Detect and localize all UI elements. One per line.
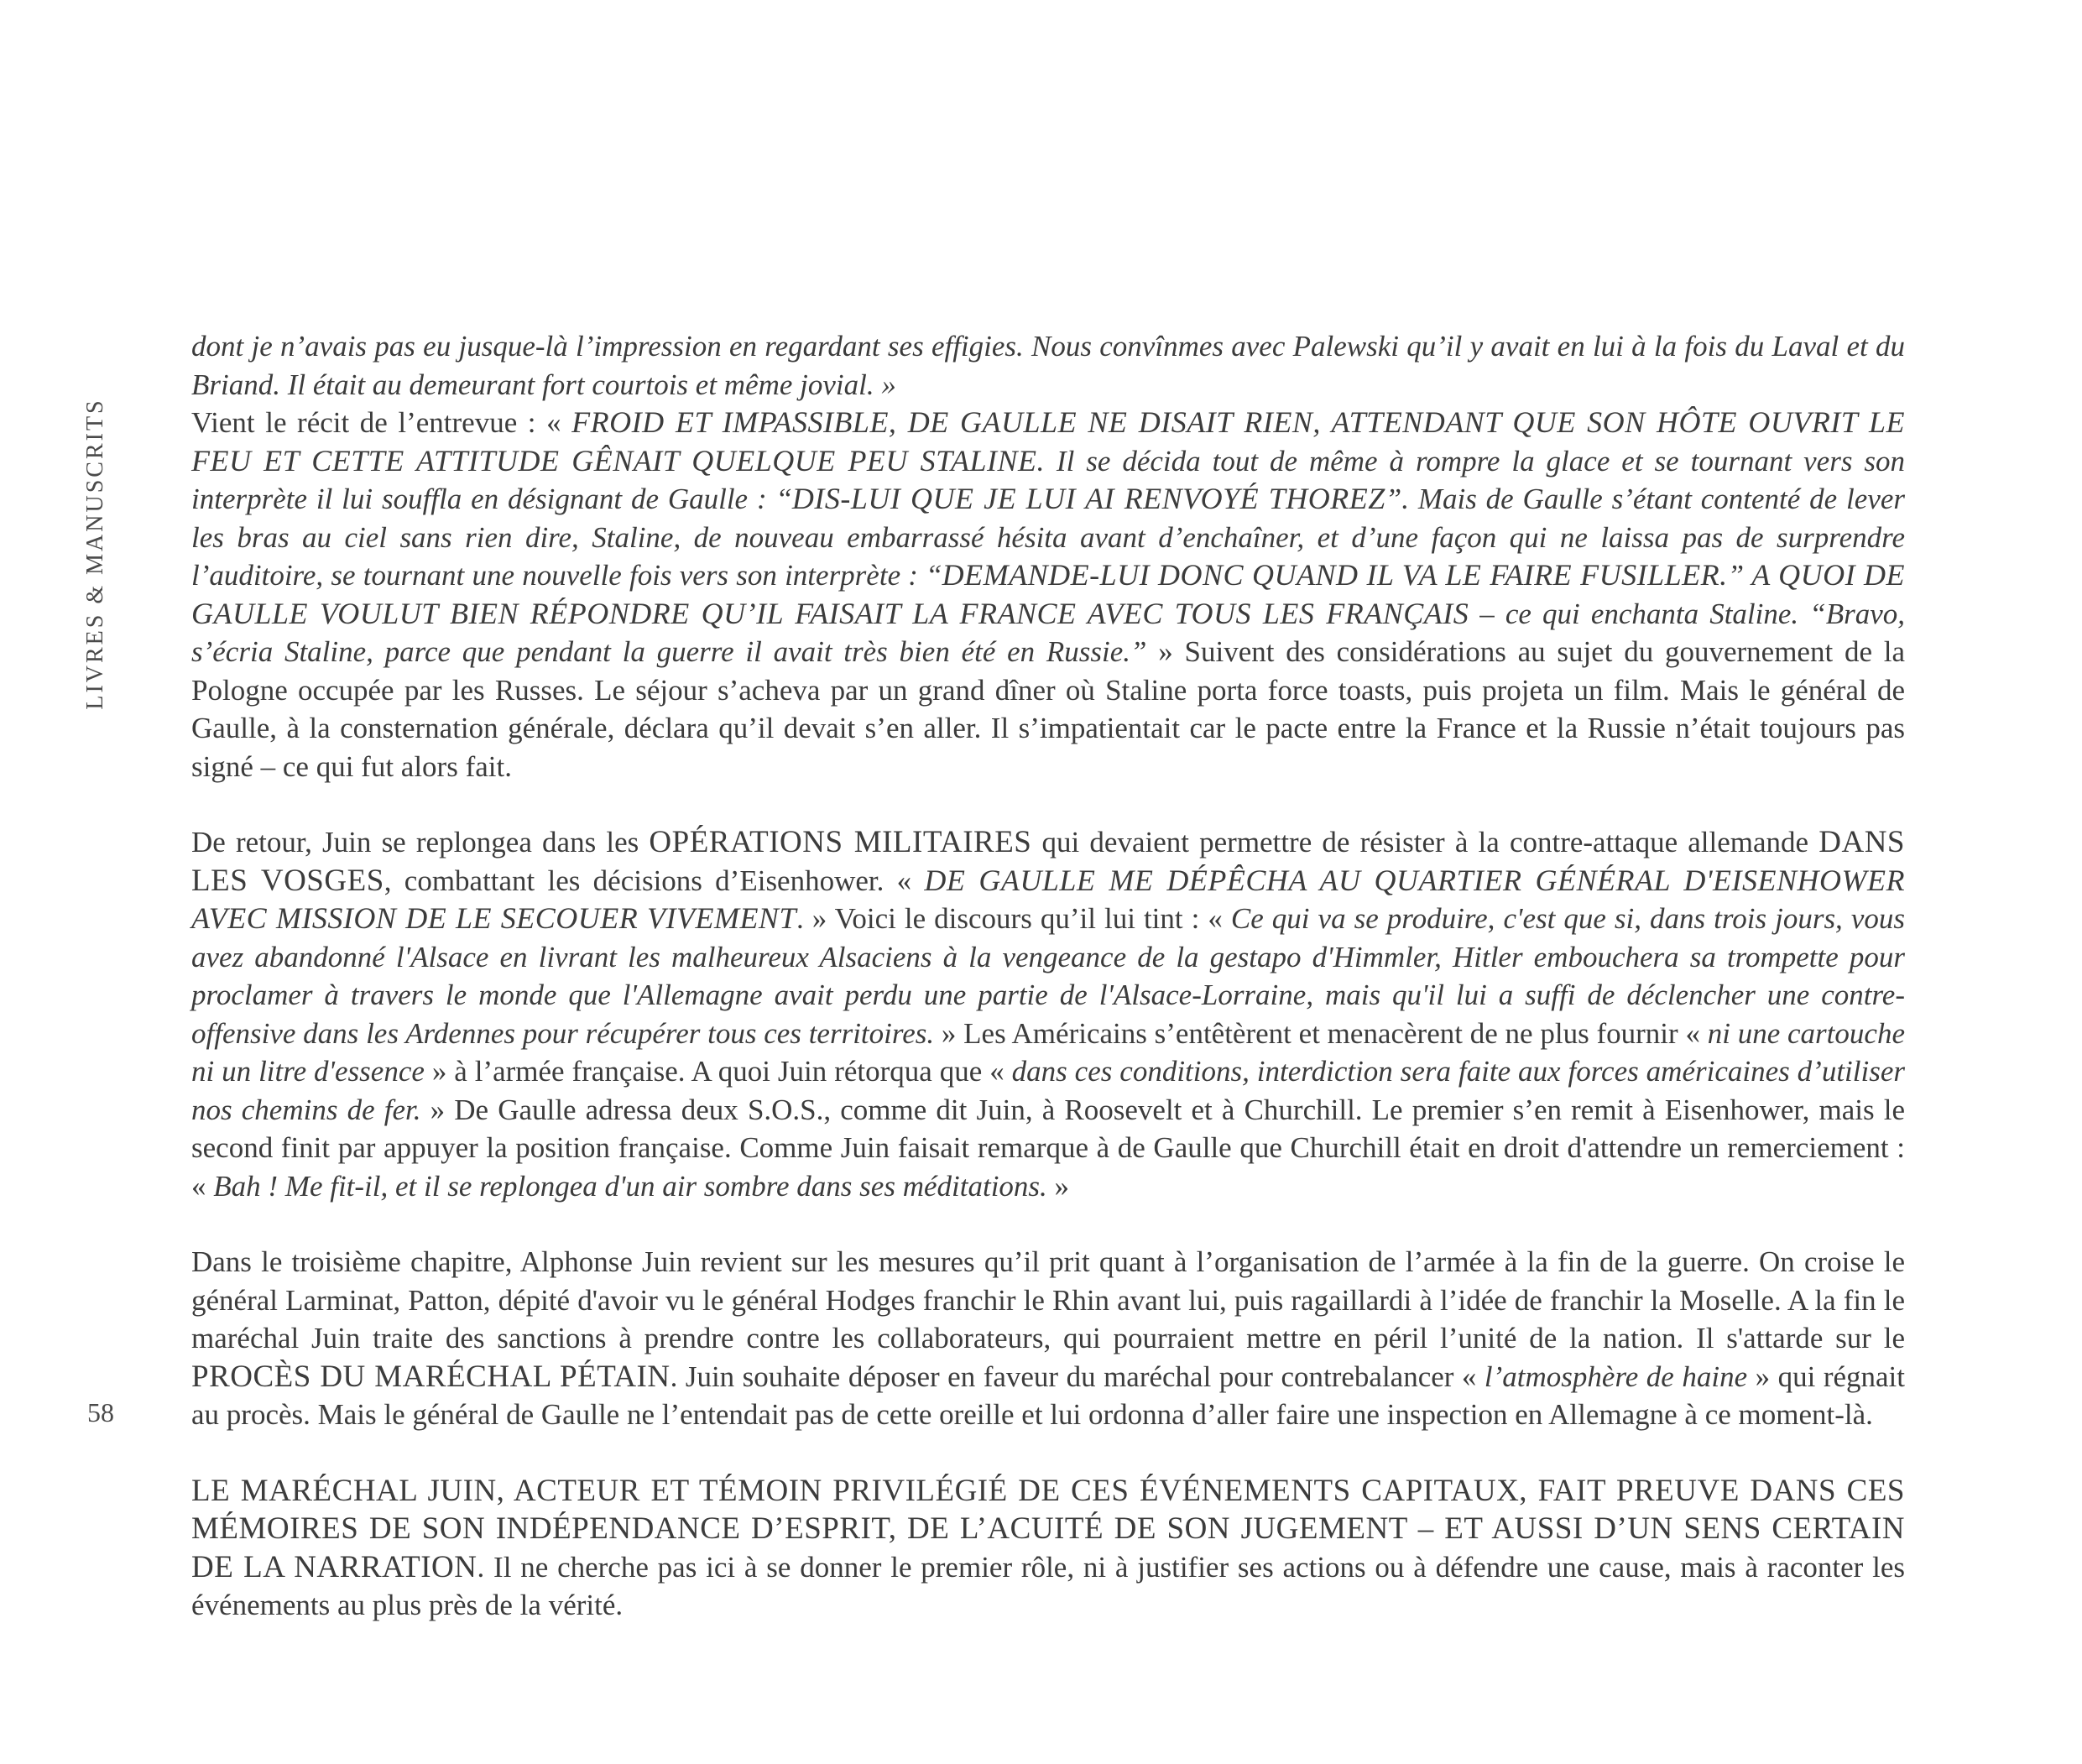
running-head: LIVRES & MANUSCRITS xyxy=(82,398,108,710)
text-run: . » Voici le discours qu’il lui tint : « xyxy=(796,902,1231,935)
quote-text: – ce qui enchanta Staline. “Bravo, s’écria Staline, parce que pendant la guerre il avait très bien été en Russie.” xyxy=(191,597,1905,668)
paragraph-3 xyxy=(191,823,1905,1205)
text-run: De retour, Juin se replongea dans les xyxy=(191,826,650,859)
quote-text: dont je n’avais pas eu jusque-là l’impression en regardant ses effigies. Nous convînmes avec Palewski qu’il y avait en lui à la fois du Laval et du Briand. Il était au demeurant fort courtois et même jovial. » xyxy=(191,330,1905,401)
text-run: Vient le récit de l’entrevue : « xyxy=(191,406,572,439)
quote-caps: FROID ET IMPASSIBLE, DE GAULLE NE DISAIT RIEN, ATTENDANT QUE SON HÔTE OUVRIT LE FEU ET CETTE ATTITUDE GÊNAIT QUELQUE PEU STALINE. xyxy=(191,405,1905,478)
quote-text: ” xyxy=(1727,559,1752,592)
quote-text: Ce qui va se produire, c'est que si, dans trois jours, vous avez abandonné l'Alsace en livrant les malheureux Alsaciens à la vengeance de la gestapo d'Himmler, Hitler embouchera sa trompette pour proclamer à travers le monde que l'Allemagne avait perdu une partie de l'Alsace-Lorraine, mais qu'il lui a suffi de déclencher une contre-offensive dans les Ardennes pour récupérer tous ces territoires. xyxy=(191,902,1905,1050)
text-run: » Suivent des considérations au sujet du gouvernement de la Pologne occupée par les Russes. Le séjour s’acheva par un grand dîner où Staline porta force toasts, puis projeta un film. Mais le général de Gaulle, à la consternation générale, déclara qu’il devait s’en aller. Il s’impatientait car le pacte entre la France et la Russie n’était toujours pas signé – ce qui fut alors fait. xyxy=(191,635,1905,783)
text-run: » xyxy=(1046,1169,1070,1203)
quote-text: Bah ! Me fit-il, et il se replongea d'un air sombre dans ses méditations. xyxy=(213,1169,1047,1203)
text-run: . Juin souhaite déposer en faveur du maréchal pour contrebalancer « xyxy=(670,1360,1485,1393)
quote-caps: DE GAULLE ME DÉPÊCHA AU QUARTIER GÉNÉRAL D'EISENHOWER AVEC MISSION DE LE SECOUER VIVEMENT xyxy=(191,863,1905,935)
quote-caps: A QUOI DE GAULLE VOULUT BIEN RÉPONDRE QU’IL FAISAIT LA FRANCE AVEC TOUS LES FRANÇAIS xyxy=(191,558,1905,630)
caps-text: OPÉRATIONS MILITAIRES xyxy=(649,825,1032,859)
quote-caps: DIS-LUI QUE JE LUI AI RENVOYÉ THOREZ xyxy=(791,482,1385,515)
quote-text: l’atmosphère de haine xyxy=(1484,1360,1748,1393)
article-body xyxy=(191,327,1905,1625)
text-run: qui devaient permettre de résister à la contre-attaque allemande xyxy=(1031,826,1819,859)
quote-text: ”. Mais de Gaulle s’étant contenté de lever les bras au ciel sans rien dire, Staline, de nouveau embarrassé hésita avant d’enchaîner, et d’une façon qui ne laissa pas de surprendre l’auditoire, se tournant une nouvelle fois vers son interprète : “ xyxy=(191,483,1906,592)
paragraph-4 xyxy=(191,1243,1905,1434)
text-run: » De Gaulle adressa deux S.O.S., comme dit Juin, à Roosevelt et à Churchill. Le premier s’en remit à Eisenhower, mais le second finit par appuyer la position française. Comme Juin faisait remarque à de Gaulle que Churchill était en droit d'attendre un remerciement : « xyxy=(191,1093,1905,1203)
page-number: 58 xyxy=(87,1397,114,1427)
text-run: » qui régnait au procès. Mais le général de Gaulle ne l’entendait pas de cette oreille et lui ordonna d’aller faire une inspection en Allemagne à ce moment-là. xyxy=(191,1360,1905,1431)
paragraph-1 xyxy=(191,327,1905,404)
quote-caps: DEMANDE-LUI DONC QUAND IL VA LE FAIRE FUSILLER. xyxy=(942,558,1728,592)
caps-text: DANS LES VOSGES xyxy=(191,825,1905,898)
text-run: . Il ne cherche pas ici à se donner le premier rôle, ni à justifier ses actions ou à défendre une cause, mais à raconter les événements au plus près de la vérité. xyxy=(191,1550,1905,1621)
text-run: » à l’armée française. A quoi Juin rétorqua que « xyxy=(424,1055,1012,1088)
caps-text: LE MARÉCHAL JUIN, ACTEUR ET TÉMOIN PRIVILÉGIÉ DE CES ÉVÉNEMENTS CAPITAUX, FAIT PREUVE DANS CES MÉMOIRES DE SON INDÉPENDANCE D’ESPRIT, DE L’ACUITÉ DE SON JUGEMENT – ET AUSSI D’UN SENS CERTAIN DE LA NARRATION xyxy=(191,1473,1905,1584)
text-run: Dans le troisième chapitre, Alphonse Juin revient sur les mesures qu’il prit quant à l’organisation de l’armée à la fin de la guerre. On croise le général Larminat, Patton, dépité d'avoir vu le général Hodges franchir le Rhin avant lui, puis ragaillardi à l’idée de franchir la Moselle. A la fin le maréchal Juin traite des sanctions à prendre contre les collaborateurs, qui pourraient mettre en péril l’unité de la nation. Il s'attarde sur le xyxy=(191,1245,1905,1354)
text-run: , combattant les décisions d’Eisenhower. « xyxy=(384,864,925,897)
caps-text: PROCÈS DU MARÉCHAL PÉTAIN xyxy=(191,1359,671,1394)
paragraph-5 xyxy=(191,1472,1905,1625)
quote-text: ni une cartouche ni un litre d'essence xyxy=(191,1016,1905,1088)
text-run: » Les Américains s’entêtèrent et menacèrent de ne plus fournir « xyxy=(934,1016,1708,1050)
quote-text: dans ces conditions, interdiction sera faite aux forces américaines d’utiliser nos chemins de fer. xyxy=(191,1055,1905,1126)
quote-text: Il se décida tout de même à rompre la glace et se tournant vers son interprète il lui souffla en désignant de Gaulle : “ xyxy=(191,444,1906,515)
paragraph-2 xyxy=(191,404,1905,785)
